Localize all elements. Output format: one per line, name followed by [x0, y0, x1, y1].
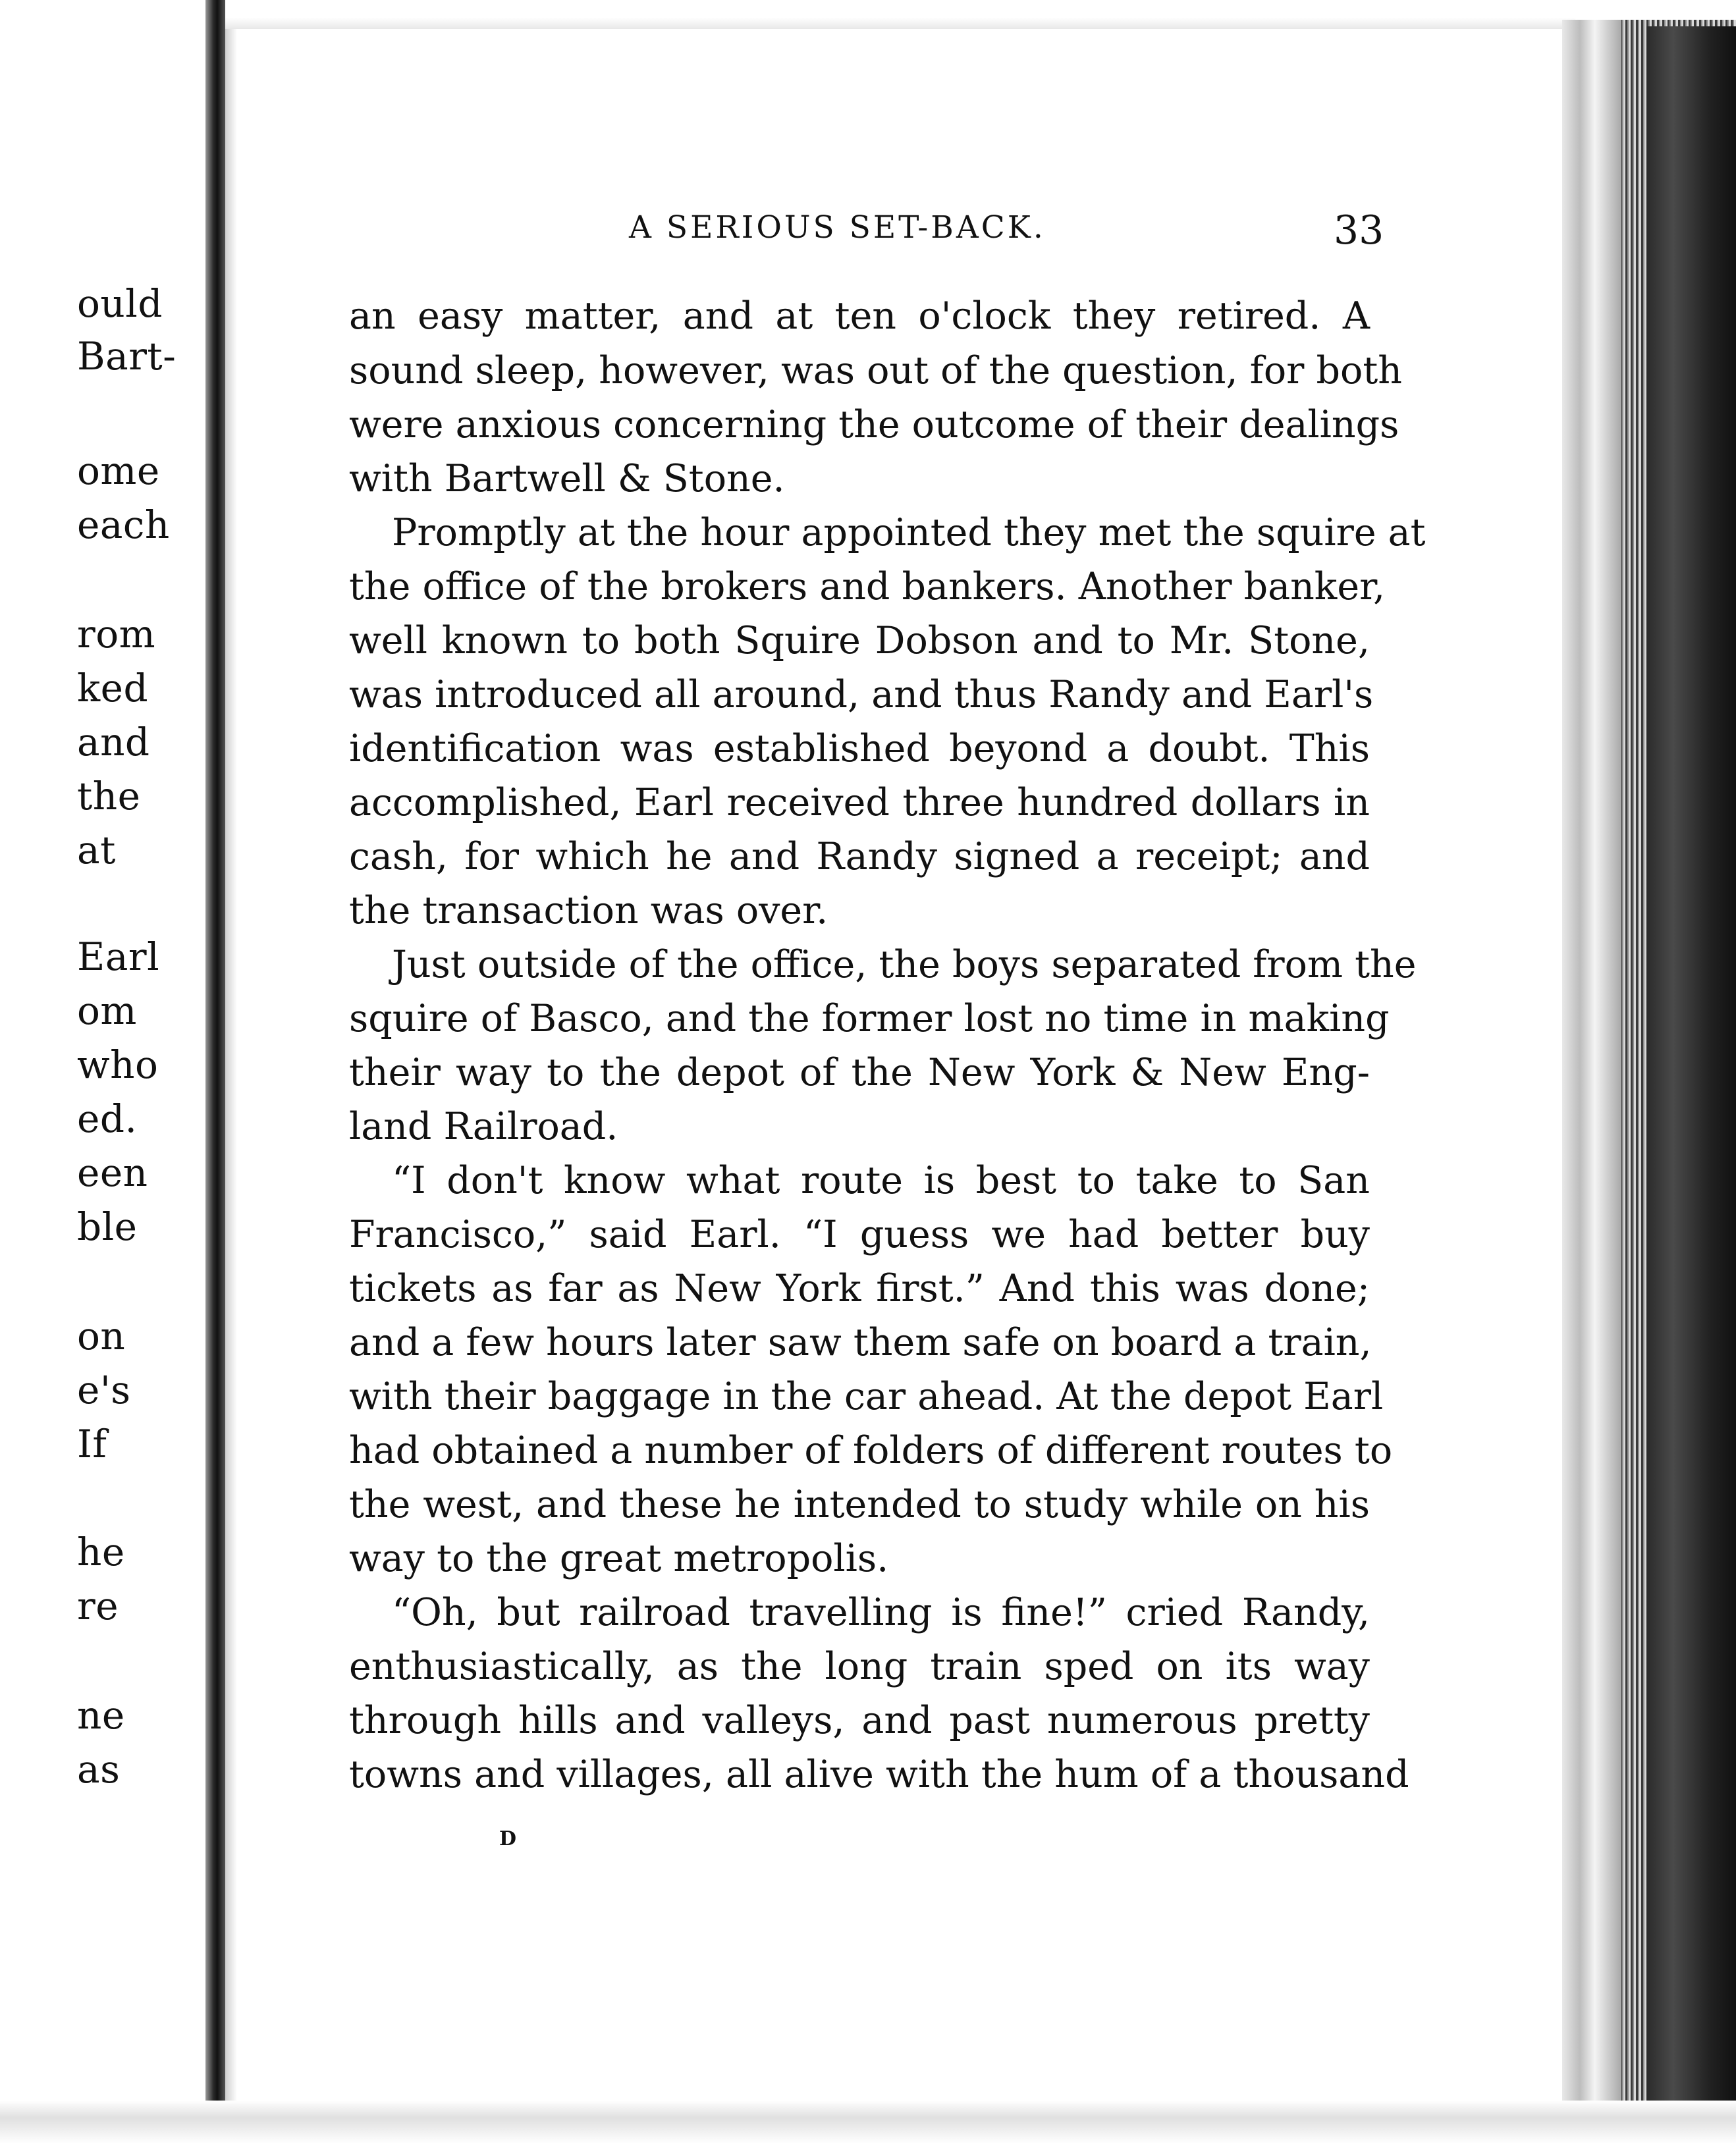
- facing-page-line: rom: [77, 612, 156, 657]
- body-line: the transaction was over.: [349, 889, 828, 932]
- body-line: the office of the brokers and bankers. Another banker,: [349, 565, 1386, 608]
- page-number: 33: [1334, 207, 1384, 254]
- body-line: was introduced all around, and thus Randy and Earl's: [349, 673, 1374, 716]
- running-head: A SERIOUS SET-BACK.: [629, 209, 1046, 246]
- body-line: the west, and these he intended to study while on his: [349, 1483, 1370, 1526]
- facing-page-line: re: [77, 1584, 119, 1628]
- body-line: through hills and valleys, and past numerous pretty: [349, 1699, 1370, 1742]
- body-line: were anxious concerning the outcome of their dealings: [349, 403, 1399, 446]
- body-line: “I don't know what route is best to take to San: [392, 1159, 1370, 1202]
- signature-mark: D: [499, 1827, 518, 1850]
- body-line: and a few hours later saw them safe on board a train,: [349, 1321, 1372, 1364]
- body-line: squire of Basco, and the former lost no time in making: [349, 997, 1390, 1040]
- body-line: had obtained a number of folders of different routes to: [349, 1429, 1393, 1472]
- body-line: towns and villages, all alive with the hum of a thousand: [349, 1753, 1409, 1796]
- page-bottom-edge: [0, 2101, 1736, 2144]
- facing-page-line: as: [77, 1747, 121, 1792]
- body-line: land Railroad.: [349, 1105, 618, 1148]
- facing-page-line: If: [77, 1422, 107, 1466]
- facing-page-line: ble: [77, 1204, 138, 1249]
- facing-page-line: and: [77, 720, 150, 764]
- facing-page-line: om: [77, 988, 137, 1033]
- facing-page-line: ould: [77, 281, 163, 326]
- facing-page-line: e's: [77, 1368, 131, 1412]
- facing-page-line: on: [77, 1314, 126, 1358]
- facing-page-line: who: [77, 1042, 159, 1087]
- book-cover-edge: [1646, 26, 1736, 2144]
- body-line: Promptly at the hour appointed they met the squire at: [392, 511, 1426, 554]
- facing-page-line: ked: [77, 666, 149, 710]
- facing-page-line: at: [77, 828, 116, 872]
- body-line: well known to both Squire Dobson and to Mr. Stone,: [349, 619, 1370, 662]
- book-spine-gutter: [205, 0, 225, 2144]
- body-line: cash, for which he and Randy signed a receipt; and: [349, 835, 1370, 878]
- page-gutter-shadow: [225, 0, 237, 2144]
- body-line: Just outside of the office, the boys separated from the: [392, 943, 1417, 986]
- body-line: with Bartwell & Stone.: [349, 457, 785, 500]
- body-line: “Oh, but railroad travelling is fine!” cried Randy,: [392, 1591, 1370, 1634]
- body-line: way to the great metropolis.: [349, 1537, 889, 1580]
- facing-page-line: ne: [77, 1693, 125, 1738]
- book-page-edges-inner: [1562, 20, 1621, 2101]
- facing-page-left: [0, 0, 205, 2144]
- body-line: with their baggage in the car ahead. At the depot Earl: [349, 1375, 1384, 1418]
- body-line: tickets as far as New York first.” And this was done;: [349, 1267, 1370, 1310]
- body-line: an easy matter, and at ten o'clock they retired. A: [349, 294, 1370, 338]
- facing-page-line: een: [77, 1150, 148, 1195]
- page-top-edge: [225, 0, 1575, 29]
- facing-page-line: ed.: [77, 1096, 138, 1141]
- facing-page-line: the: [77, 774, 141, 818]
- facing-page-line: ome: [77, 448, 160, 493]
- body-line: Francisco,” said Earl. “I guess we had better buy: [349, 1213, 1370, 1256]
- facing-page-line: he: [77, 1530, 125, 1574]
- body-line: their way to the depot of the New York & New Eng-: [349, 1051, 1370, 1094]
- body-line: enthusiastically, as the long train sped on its way: [349, 1645, 1370, 1688]
- facing-page-line: Earl: [77, 934, 160, 979]
- body-line: sound sleep, however, was out of the question, for both: [349, 349, 1402, 392]
- body-line: accomplished, Earl received three hundred dollars in: [349, 781, 1370, 824]
- body-line: identification was established beyond a doubt. This: [349, 727, 1370, 770]
- facing-page-line: Bart-: [77, 334, 176, 379]
- facing-page-line: each: [77, 502, 170, 547]
